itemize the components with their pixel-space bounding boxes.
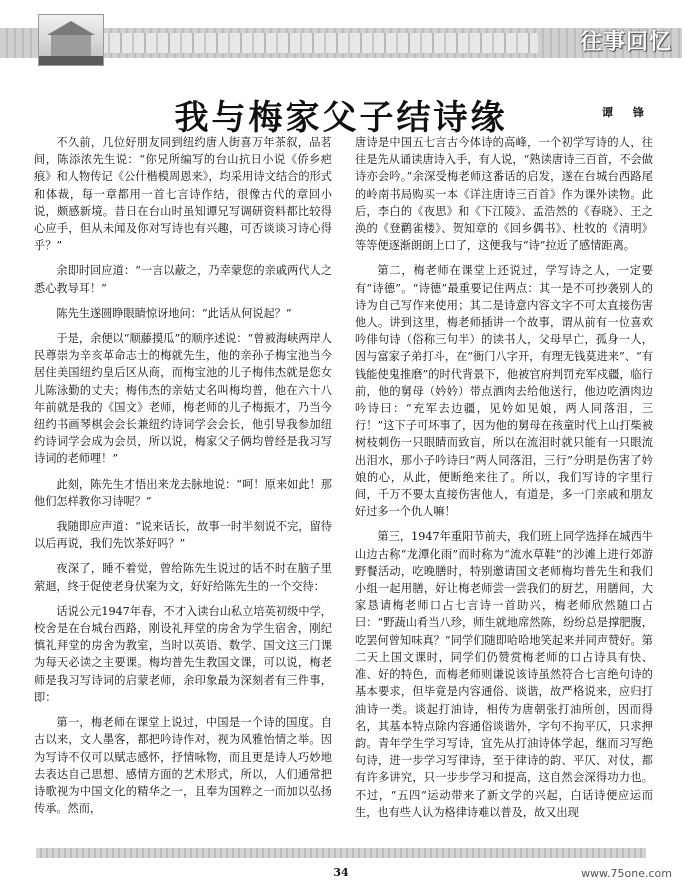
paragraph: 唐诗是中国五七言古今体诗的高峰，一个初学写诗的人，往往是先从诵读唐诗入手，有人说，“熟读唐诗三百首，不会做诗亦会吟。”余深受梅老师这番话的启发，遂在台城台西路尾的岭南书局购买一本《详注唐诗三百首》作为课外读物。此后，李白的《夜思》和《下江陵》、孟浩然的《春晓》、王之涣的《登鹳雀楼》、贺知章的《回乡偶书》、杜牧的《清明》等等便逐渐朗朗上口了，这便我与“诗”拉近了感情距离。 [355,136,653,253]
photo-roof [47,21,95,35]
watermark: www.75one.com [581,867,672,880]
paragraph: 不久前，几位好朋友同到纽约唐人街喜万年茶叙，品茗间，陈添浓先生说：“你兄所编写的台山抗日小说《侨乡疤痕》和人物传记《公什楷模周恩来》，均采用诗文结合的形式和体裁，每一章都用一首七言诗作结，很像古代的章回小说，颇感新境。昔日在台山时虽知谭兄写调研资料都比较得心应手，但从未闻及你对写诗也有兴趣，可否谈谈习诗心得乎？” [34,136,332,253]
article-author: 谭 锋 [602,106,652,119]
paragraph: 我随即应声道：“说来话长，故事一时半刻说不完，留待以后再说，我们先饮茶好吗？” [34,520,332,551]
paragraph: 夜深了，睡不着觉，曾给陈先生说过的话不时在脑子里萦迴，终于促使老身伏案为文，好好给陈先生的一个交待： [34,562,332,593]
paragraph: 第三，1947年重阳节前夫，我们班上同学选择在城西牛山边古称“龙潭化雨”而时称为“流水草鞋”的沙滩上进行郊游野餐活动，吃晚膳时，特别邀请国文老师梅均普先生和我们小组一起用膳，好让梅老师尝一尝我们的厨艺，用膳间，大家恳请梅老师口占七言诗一首助兴，梅老师欣然随口占曰：“野蔬山肴当八珍，师生就地席然陈，纷纷总是撑肥腹，吃罢何曾知味真？”同学们随即哈哈地笑起来并同声赞好。第二天上国文课时，同学们仍赞赏梅老师的口占诗具有快、准、好的特色，而梅老师则谦说该诗虽然符合七言绝句诗的基本要求，但毕竟是内容通俗、谈谐，故严格说来，应归打油诗一类。谈起打油诗，相传为唐朝张打油所创，因而得名，其基本特点除内容通俗谈谐外，字句不拘平仄，只求押韵。青年学生学习写诗，宜先从打油诗体学起，继而习写绝句诗，进一步学习写律诗，至于律诗的韵、平仄、对仗，都有许多讲究，只一步步学习和提高，这自然会深得功力也。不过，“五四”运动带来了新文学的兴起，白话诗便应运而生，也有些人认为格律诗难以普及，故又出现 [355,530,653,819]
paragraph: 话说公元1947年春，不才入读台山私立培英初级中学，校舍是在台城台西路，刚设礼拜堂的房舍为学生宿舍，刚纪慎礼拜堂的房舍为教室，当时以英语、数学、国文这三门课为每天必读之主要课。梅均普先生教国文课，可以说，梅老师是我习写诗词的启蒙老师，余印象最为深刻者有三件事，即： [34,604,332,704]
header-pattern [98,33,538,53]
paragraph: 第二，梅老师在课堂上还说过，学写诗之人，一定要有“诗德”。“诗德”最重要记住两点：其一是不可抄袭别人的诗为自己写作来使用；其二是诗意内容文字不可太直接伤害他人。讲到这里，梅老师插讲一个故事，谓从前有一位喜欢吟俳句诗（俗称三句半）的读书人，父母早亡，孤身一人，因与富家子弟打斗，在“衙门八字开，有理无钱莫进来”、“有钱能使鬼推磨”的时代背景下，他被官府判罚充军戍疆，临行前，他的舅母（妗妗）带点酒肉去给他送行，他边吃酒肉边吟诗曰：“充军去边疆，见妗如见娘，两人同落泪，三行！”这下子可坏事了，因为他的舅母在孩童时代上山打柴被树枝刺伤一只眼睛而致盲，所以在流泪时就只能有一只眼流出泪水，那小子吟诗曰“两人同落泪，三行”分明是伤害了妗娘的心，从此，便断绝来往了。所以，我们写诗的字里行间，千万不要太直接伤害他人，有道是，多一门亲戚和朋友好过多一个仇人嘛！ [355,264,653,519]
page-number: 34 [333,866,349,879]
photo-wall [51,35,91,57]
paragraph: 余即时回应道：“一言以蔽之，乃幸蒙您的亲戚两代人之悉心教导耳！” [34,264,332,295]
header-photo [38,14,104,66]
right-column [355,134,653,852]
photo-caption [39,56,103,65]
paragraph: 此刻，陈先生才悟出来龙去脉地说：“呵！原来如此！那他们怎样教你习诗呢？” [34,477,332,508]
left-column [34,134,332,852]
section-label: 往事回忆 [579,30,672,55]
paragraph: 第一，梅老师在课堂上说过，中国是一个诗的国度。自古以来，文人墨客，都把吟诗作对，视为风雅怡情之举。因为写诗不仅可以赋志感怀，抒情咏物，而且更是诗人巧妙地去表达自己思想、感情方面的艺术形式，所以，人们通常把诗歌视为中国文化的精华之一，且奉为国粹之一而加以弘扬传承。然而， [34,716,332,816]
article-title: 我与梅家父子结诗缘 [174,98,508,138]
paragraph: 陈先生遂圆睁眼睛惊讶地问：“此话从何说起？” [56,306,292,320]
footer-band [36,848,646,858]
paragraph: 于是，余便以“顺藤摸瓜”的顺序述说：“曾被海峡两岸人民尊崇为辛亥革命志士的梅就先生，他的亲孙子梅宝池当今居住美国纽约皇后区从商，而梅宝池的儿子梅伟杰就是您女儿陈泳勤的丈夫；梅伟杰的亲姑丈名叫梅均普，他在六十八年前就是我的《国文》老师，梅老师的儿子梅振才，乃当今纽约书画琴棋会会长兼纽约诗词学会会长，他引导我参加纽约诗词学会成为会员，所以说，梅家父子俩均曾经是我习写诗词的老师哩！” [34,332,332,466]
